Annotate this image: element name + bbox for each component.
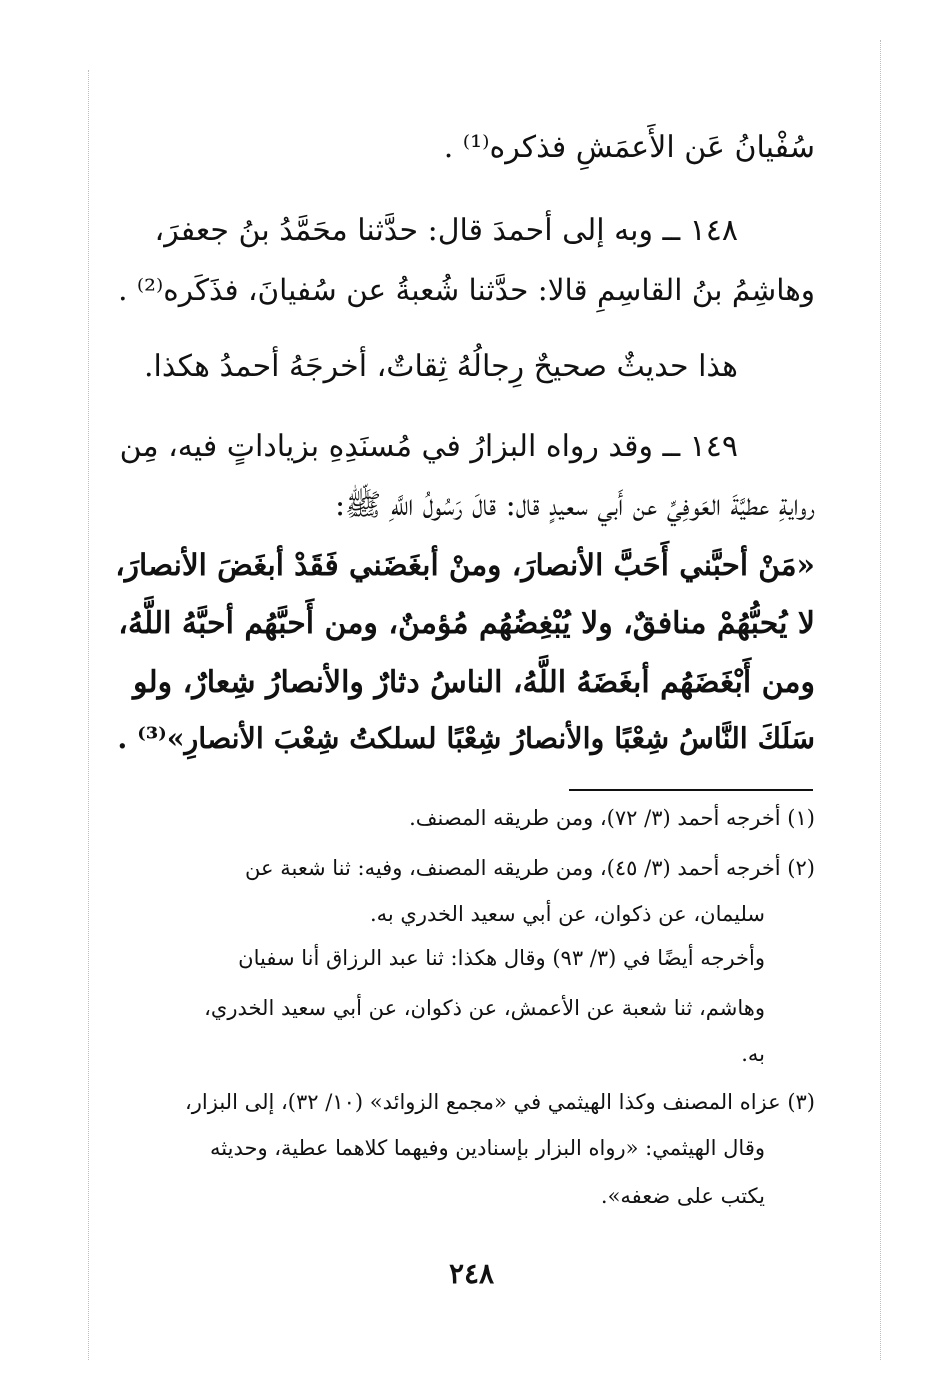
footnote-2-line-2: سليمان، عن ذكوان، عن أبي سعيد الخدري به.	[369, 902, 765, 926]
hadith-line-3: ومن أَبْغَضَهُم أبغَضَهُ اللَّهُ، الناسُ دثارٌ والأنصارُ شِعارٌ، ولو	[133, 665, 815, 700]
footnote-1: (١) أخرجه أحمد (٣/ ٧٢)، ومن طريقه المصنف.	[409, 806, 815, 830]
footnote-3-line-1: (٣) عزاه المصنف وكذا الهيثمي في «مجمع الزوائد» (١٠/ ٣٢)، إلى البزار،	[185, 1090, 815, 1114]
hadith-line-2: لا يُحبُّهُمْ منافقٌ، ولا يُبْغِضُهُم مُؤمنٌ، ومن أَحبَّهُم أحبَّهُ اللَّهُ،	[118, 606, 815, 641]
page-number: ٢٤٨	[448, 1257, 495, 1290]
body-line-5: ١٤٩ ــ وقد رواه البزارُ في مُسنَدِهِ بزياداتٍ فيه، مِن	[119, 429, 738, 464]
scan-edge-right	[880, 40, 881, 1360]
footnote-separator	[569, 789, 813, 791]
body-line-4: هذا حديثٌ صحيحٌ رِجالُهُ ثِقاتٌ، أخرجَهُ أحمدُ هكذا.	[143, 349, 738, 384]
footnote-2-line-5: به.	[741, 1042, 765, 1066]
body-line-3: وهاشِمُ بنُ القاسِمِ قالا: حدَّثنا شُعبةُ عن سُفيانَ، فذَكَره⁽²⁾ .	[118, 273, 815, 307]
footnote-2-line-3: وأخرجه أيضًا في (٣/ ٩٣) وقال هكذا: ثنا عبد الرزاق أنا سفيان	[238, 946, 765, 970]
footnote-3-line-3: يكتب على ضعفه».	[600, 1184, 765, 1208]
body-line-2: ١٤٨ ــ وبه إلى أحمدَ قال: حدَّثنا محَمَّدُ بنُ جعفرَ،	[154, 213, 738, 248]
scan-edge-left	[88, 70, 89, 1360]
footnote-2-line-4: وهاشم، ثنا شعبة عن الأعمش، عن ذكوان، عن أبي سعيد الخدري،	[204, 996, 765, 1020]
hadith-line-1: «مَنْ أحبَّني أَحَبَّ الأنصارَ، ومنْ أبغَضَني فَقَدْ أبغَضَ الأنصارَ،	[115, 547, 815, 582]
hadith-line-4: سَلَكَ النَّاسُ شِعْبًا والأنصارُ شِعْبًا لسلكتُ شِعْبَ الأنصارِ»⁽³⁾ .	[117, 721, 815, 755]
footnote-2-line-1: (٢) أخرجه أحمد (٣/ ٤٥)، ومن طريقه المصنف، وفيه: ثنا شعبة عن	[245, 856, 815, 880]
body-line-1: سُفْيانُ عَن الأَعمَشِ فذكره⁽¹⁾ .	[443, 130, 815, 165]
body-line-6: روايةِ عطيَّةَ العَوفِيِّ عن أَبي سعيدٍ قال: قالَ رَسُولُ اللَّهِ ﷺ:	[334, 488, 815, 523]
footnote-3-line-2: وقال الهيثمي: «رواه البزار بإسنادين وفيهما كلاهما عطية، وحديثه	[210, 1136, 765, 1160]
